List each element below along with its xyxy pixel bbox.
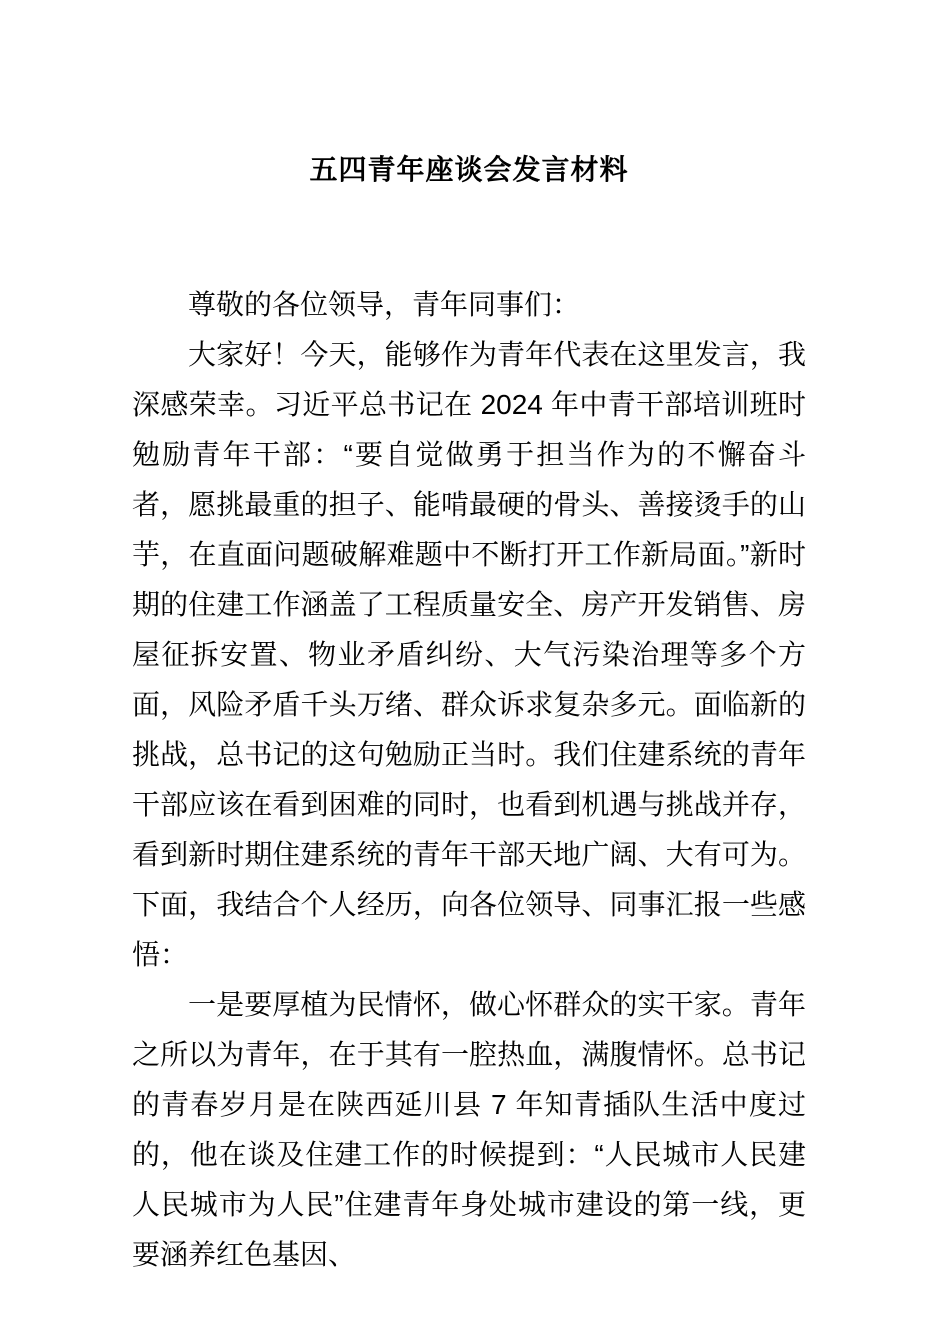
greeting-line: 尊敬的各位领导，青年同事们： (188, 289, 581, 320)
document-title: 五四青年座谈会发言材料 (309, 154, 629, 185)
body-paragraph-2: 一是要厚植为民情怀，做心怀群众的实干家。青年之所以为青年，在于其有一腔热血，满腹情怀。总书记的青春岁月是在陕西延川县 7 年知青插队生活中度过的，他在谈及住建工作的时候提到：“人民城市人民建人民城市为人民”住建青年身处城市建设的第一线，更要涵养红色基因、 (132, 989, 806, 1270)
body-paragraph-1: 大家好！今天，能够作为青年代表在这里发言，我深感荣幸。习近平总书记在 2024 年中青干部培训班时勉励青年干部：“要自觉做勇于担当作为的不懈奋斗者，愿挑最重的担子、能啃最硬的骨头、善接烫手的山芋，在直面问题破解难题中不断打开工作新局面。”新时期的住建工作涵盖了工程质量安全、房产开发销售、房屋征拆安置、物业矛盾纠纷、大气污染治理等多个方面，风险矛盾千头万绪、群众诉求复杂多元。面临新的挑战，总书记的这句勉励正当时。我们住建系统的青年干部应该在看到困难的同时，也看到机遇与挑战并存，看到新时期住建系统的青年干部天地广阔、大有可为。下面，我结合个人经历，向各位领导、同事汇报一些感悟： (132, 339, 806, 970)
document-body (132, 280, 806, 1280)
